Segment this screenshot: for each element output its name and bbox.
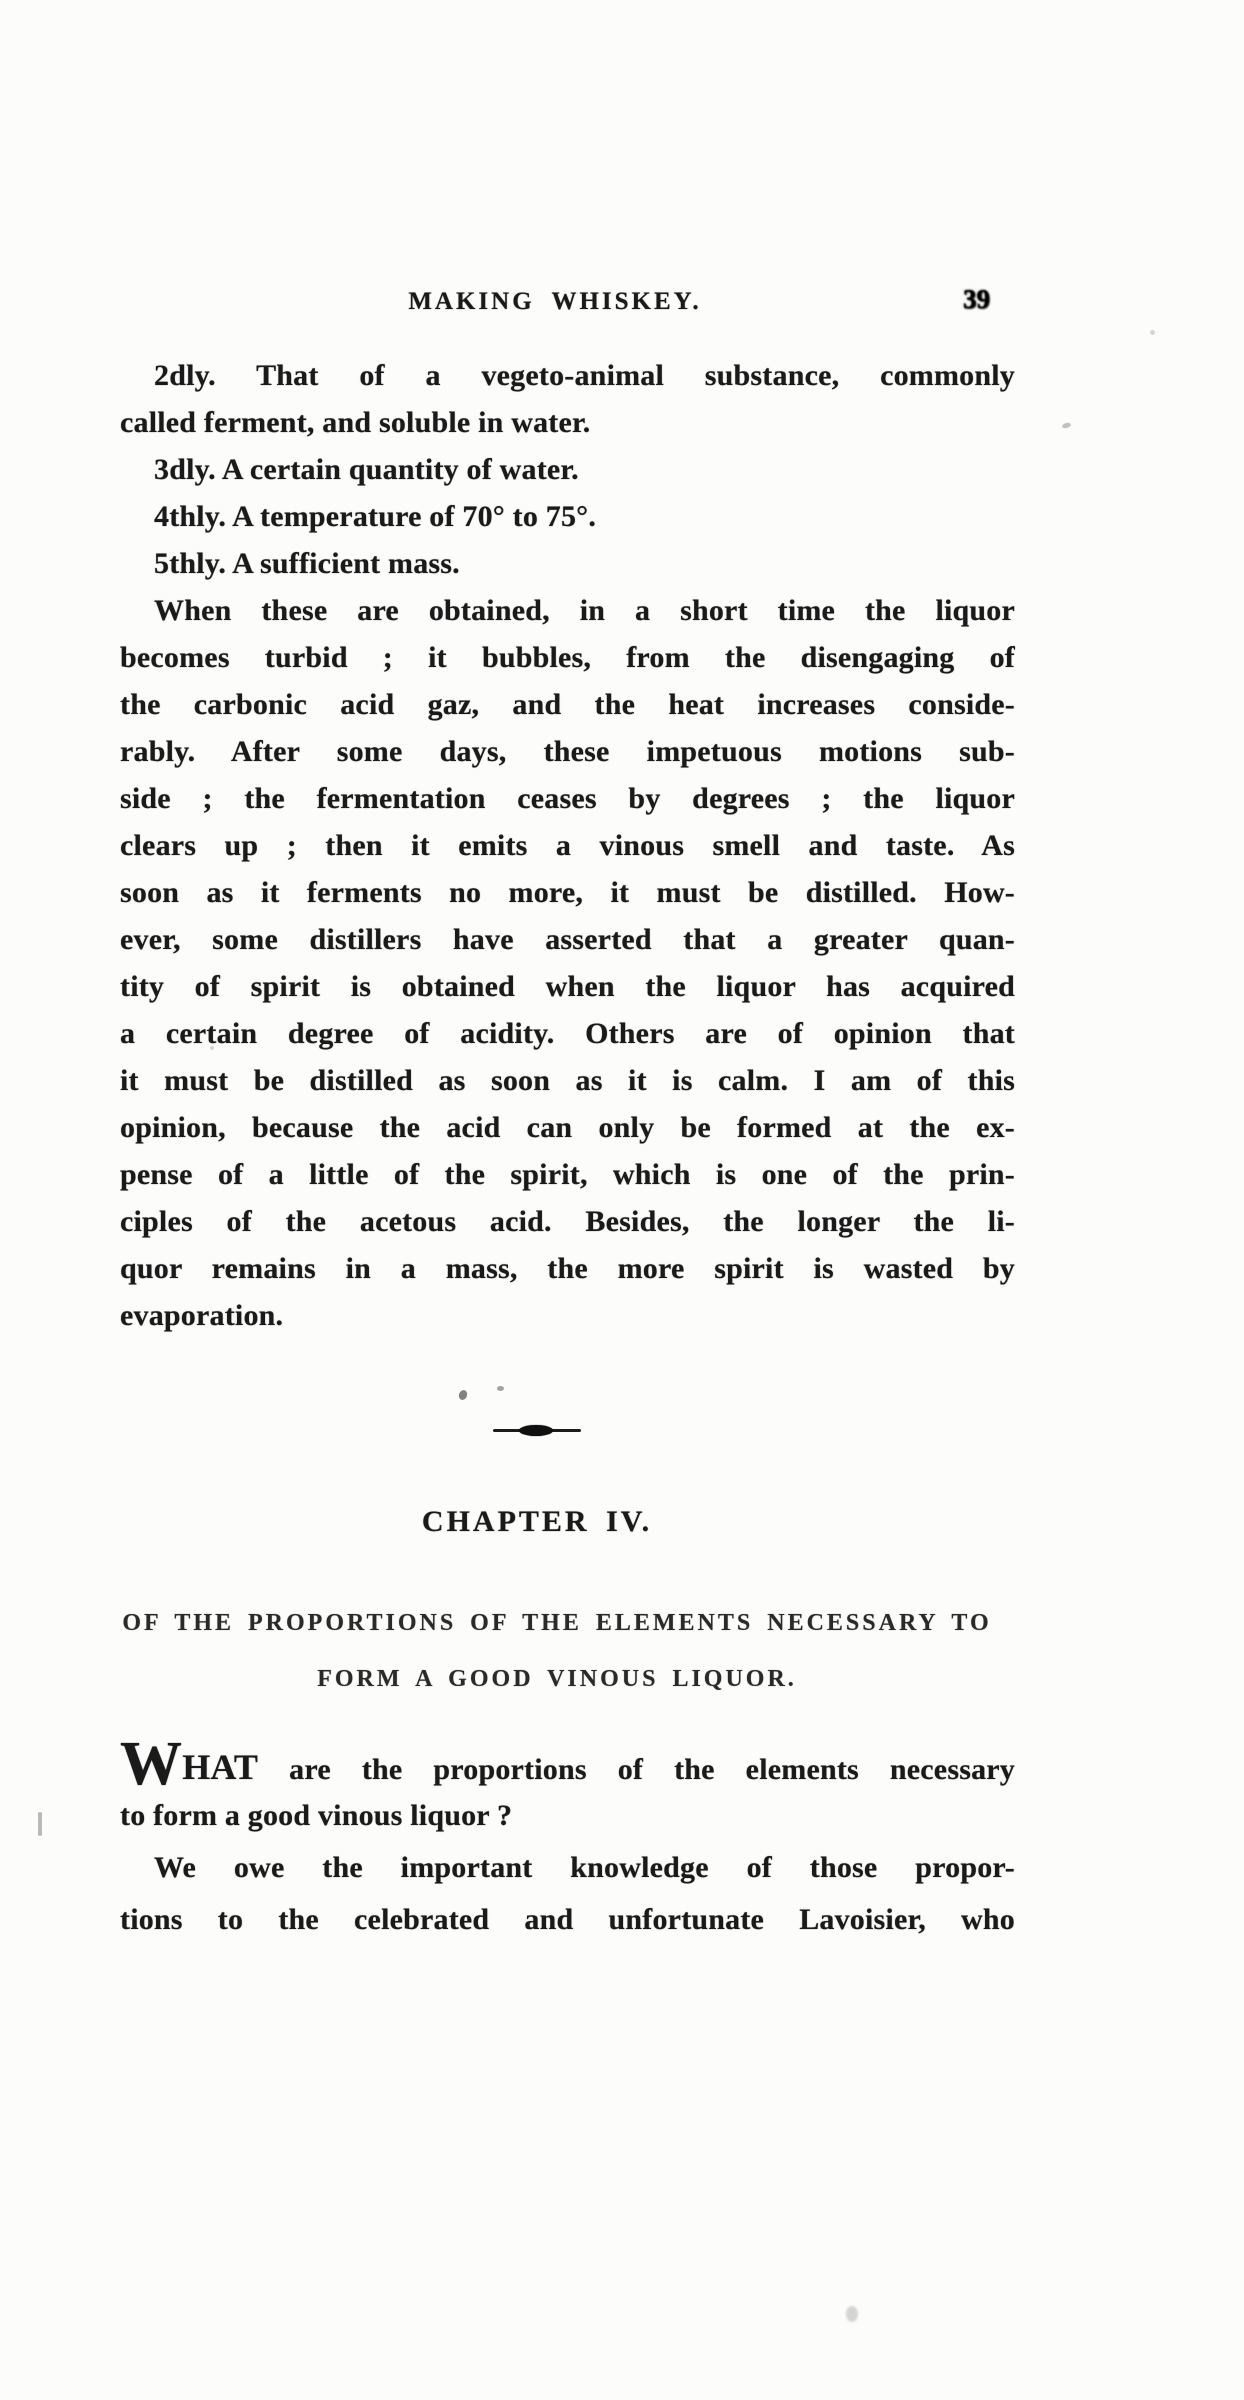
scan-speck [210, 1046, 214, 1050]
drop-cap-initial: W [120, 1730, 183, 1798]
body-line: quor remains in a mass, the more spirit is wasted by [120, 1252, 1015, 1285]
chapter-subtitle-line: FORM A GOOD VINOUS LIQUOR. [317, 1666, 797, 1692]
body-line: a certain degree of acidity. Others are of opinion that [120, 1017, 1015, 1050]
running-title: MAKING WHISKEY. [408, 288, 702, 315]
opening-line-rest: are the proportions of the elements necessary [258, 1753, 1015, 1786]
body-line: 3dly. A certain quantity of water. [154, 453, 579, 486]
scan-speck [1150, 330, 1155, 335]
body-line: opinion, because the acid can only be formed at the ex- [120, 1111, 1015, 1144]
body-line: side ; the fermentation ceases by degrees ; the liquor [120, 782, 1015, 815]
chapter-heading: CHAPTER IV. [421, 1505, 653, 1538]
chapter-opening-line: tions to the celebrated and unfortunate Lavoisier, who [120, 1903, 1015, 1936]
body-line: 4thly. A temperature of 70° to 75°. [154, 500, 597, 533]
body-line: tity of spirit is obtained when the liquor has acquired [120, 970, 1015, 1003]
scan-speck [497, 1386, 504, 1391]
scan-smudge [846, 2306, 858, 2322]
body-line: evaporation. [120, 1299, 284, 1332]
scan-speck [1062, 422, 1072, 429]
body-line: becomes turbid ; it bubbles, from the disengaging of [120, 641, 1015, 674]
opening-small-caps: HAT [182, 1747, 259, 1787]
chapter-opening-line [120, 1730, 1015, 1798]
body-line: 5thly. A sufficient mass. [154, 547, 460, 580]
chapter-opening-line: We owe the important knowledge of those propor- [154, 1851, 1015, 1884]
body-line: clears up ; then it emits a vinous smell and taste. As [120, 829, 1015, 862]
body-line: the carbonic acid gaz, and the heat increases conside- [120, 688, 1015, 721]
body-line: When these are obtained, in a short time the liquor [154, 594, 1015, 627]
body-line: rably. After some days, these impetuous motions sub- [120, 735, 1015, 768]
scan-margin-mark [38, 1812, 42, 1836]
divider-bulge [519, 1425, 553, 1436]
body-line: it must be distilled as soon as it is calm. I am of this [120, 1064, 1015, 1097]
body-line: ciples of the acetous acid. Besides, the longer the li- [120, 1205, 1015, 1238]
page-number: 39 [963, 284, 990, 314]
page-header [120, 284, 990, 328]
body-text [120, 352, 1015, 1339]
chapter-heading-block [120, 1505, 954, 1539]
scan-speck [458, 1389, 469, 1401]
section-divider-ornament-icon [493, 1424, 581, 1436]
body-line: 2dly. That of a vegeto-animal substance, commonly [154, 359, 1015, 392]
chapter-subtitle-line: OF THE PROPORTIONS OF THE ELEMENTS NECESSARY TO [122, 1610, 992, 1636]
body-line: ever, some distillers have asserted that a greater quan- [120, 923, 1015, 956]
body-line: pense of a little of the spirit, which is one of the prin- [120, 1158, 1015, 1191]
chapter-opening-paragraph [120, 1730, 1015, 1946]
body-line: soon as it ferments no more, it must be distilled. How- [120, 876, 1015, 909]
body-line: called ferment, and soluble in water. [120, 406, 591, 439]
chapter-opening-line: to form a good vinous liquor ? [120, 1799, 513, 1832]
